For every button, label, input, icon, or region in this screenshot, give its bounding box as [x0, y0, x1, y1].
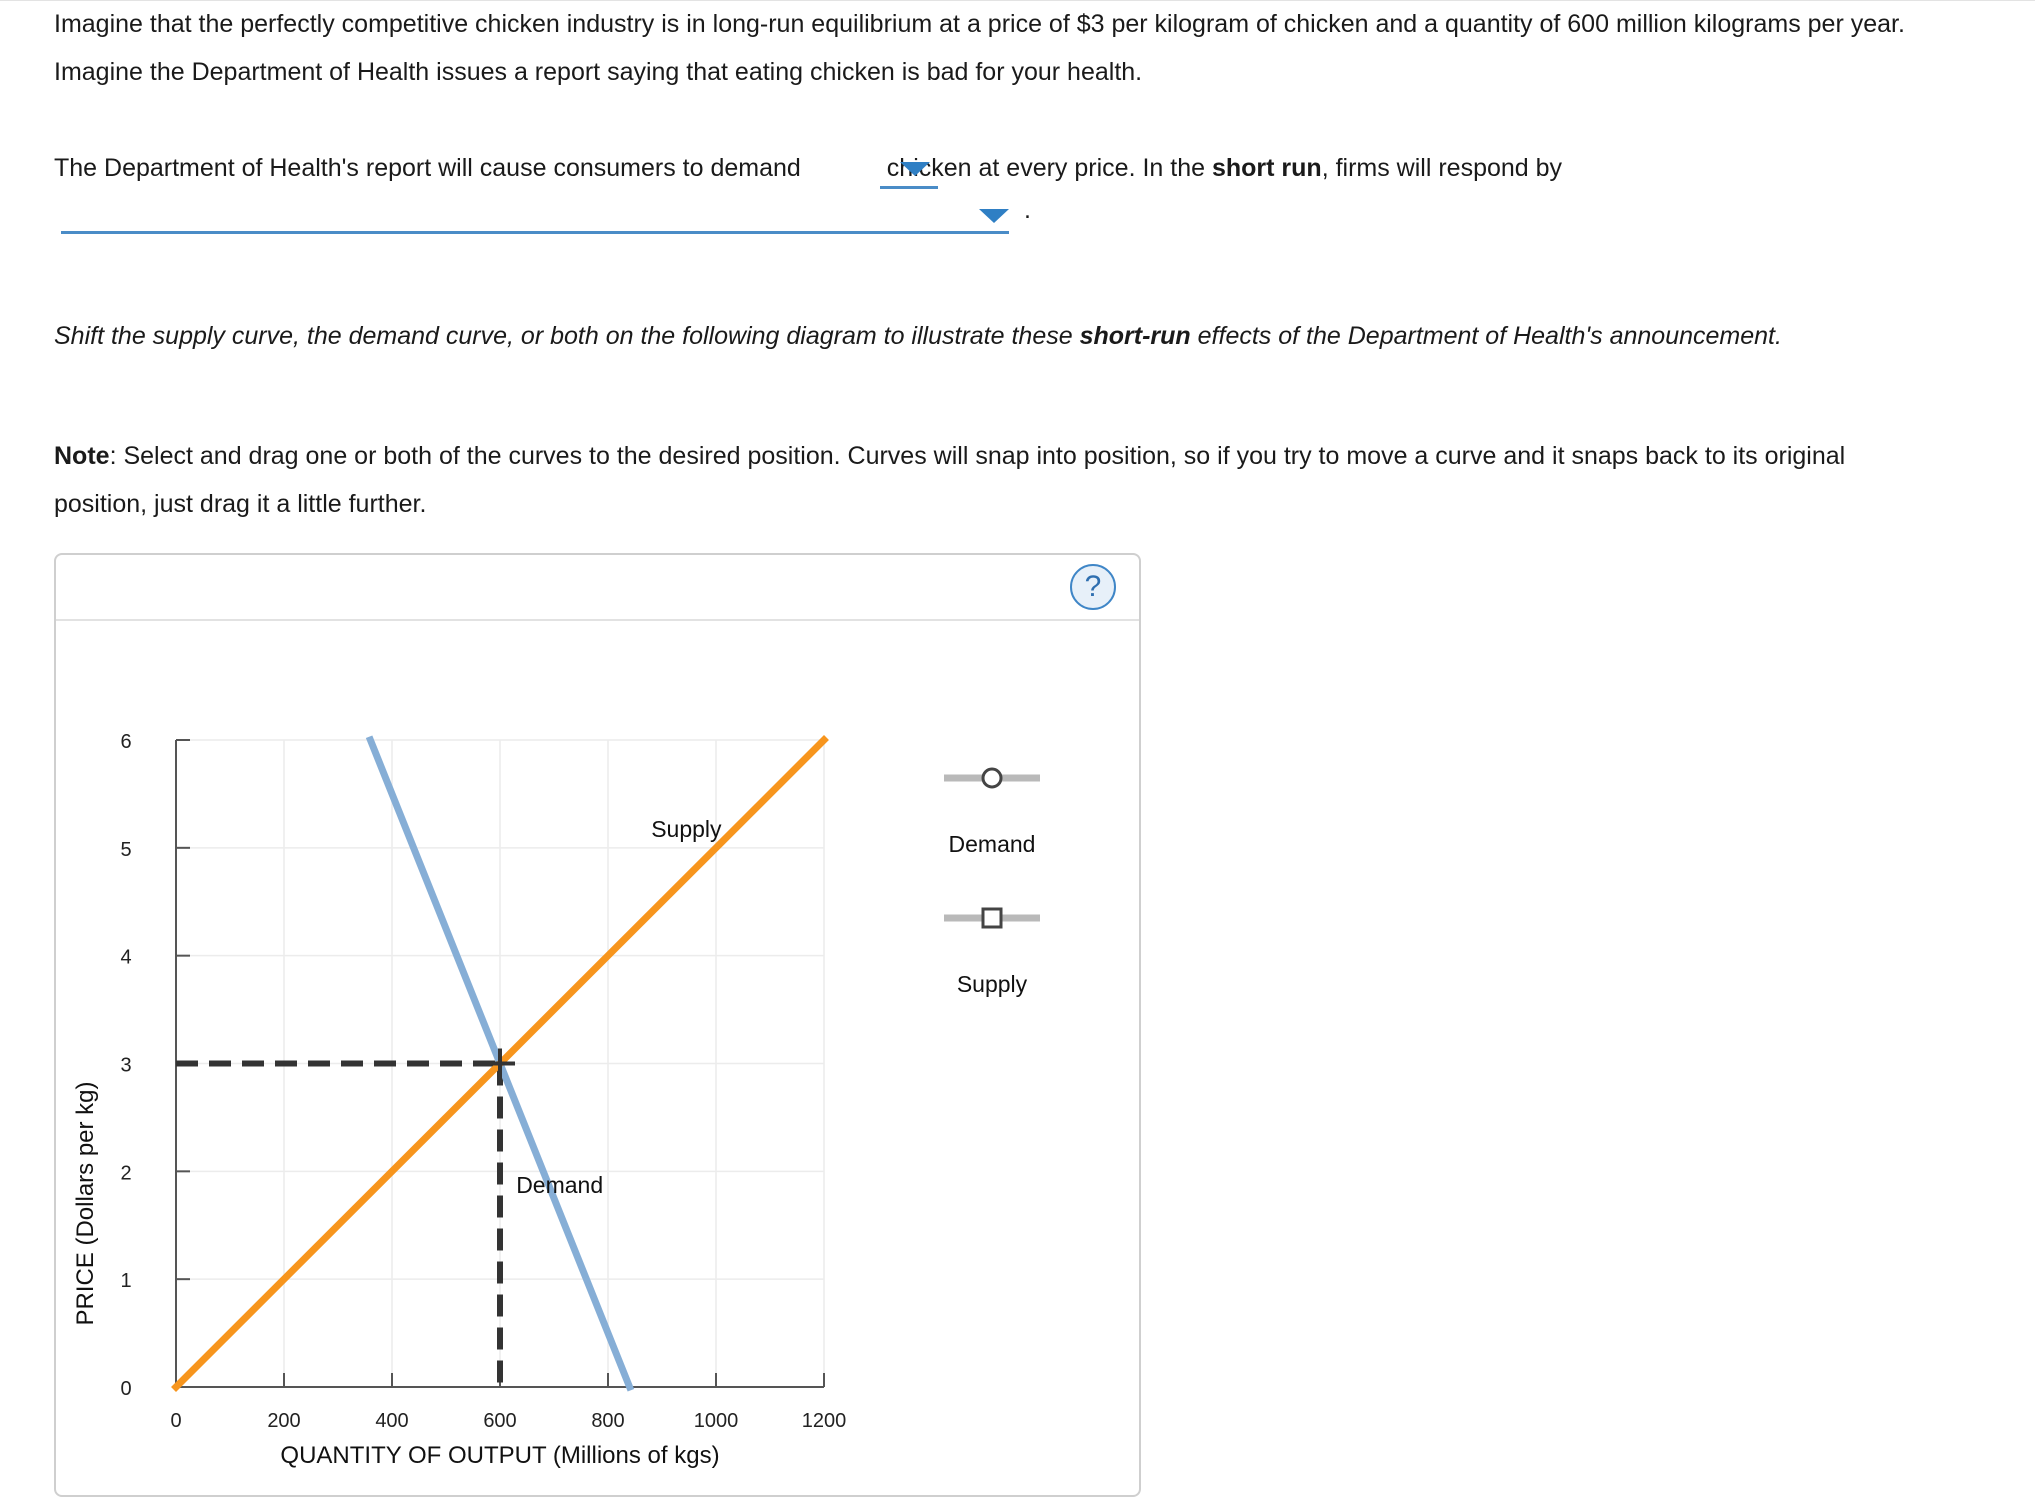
- note-label: Note: [54, 442, 110, 470]
- question-part3: , firms will respond by: [1321, 154, 1563, 182]
- intro-text: Imagine that the perfectly competitive chicken industry is in long-run equilibrium at a price of $3 per kilogram of chicken and a quantity of 600 million kilograms per year. Imagine the Department of Health issues a report saying that eating chicken is bad for your health.: [54, 10, 1905, 86]
- help-icon: ?: [1084, 570, 1102, 603]
- y-tick-label: 4: [120, 946, 132, 969]
- instruction-part1: Shift the supply curve, the demand curve, or both on the following diagram to illustrate these: [54, 322, 1073, 350]
- y-tick-label: 5: [120, 838, 132, 861]
- instruction-bold: short-run: [1079, 322, 1191, 350]
- x-tick-label: 600: [483, 1410, 517, 1432]
- tool-label: Supply: [956, 971, 1028, 997]
- question-part1: The Department of Health's report will cause consumers to demand: [54, 154, 801, 182]
- x-tick-label: 1200: [801, 1410, 847, 1432]
- x-tick-label: 1000: [693, 1410, 739, 1432]
- y-tick-label: 1: [120, 1270, 132, 1293]
- y-tick-label: 0: [120, 1378, 132, 1400]
- square-icon: [983, 909, 1001, 927]
- x-tick-label: 200: [267, 1410, 301, 1432]
- x-tick-label: 400: [375, 1410, 409, 1432]
- instruction-part2: effects of the Department of Health's announcement.: [1197, 322, 1782, 350]
- circle-icon: [983, 769, 1001, 787]
- x-axis-label: QUANTITY OF OUTPUT (Millions of kgs): [280, 1442, 720, 1469]
- y-axis-label: PRICE (Dollars per kg): [72, 1081, 99, 1326]
- supply-curve-label: Supply: [651, 816, 722, 843]
- tool-label: Demand: [948, 831, 1036, 857]
- x-tick-label: 800: [591, 1410, 625, 1432]
- question-bold: short run: [1211, 154, 1322, 182]
- y-tick-label: 6: [120, 731, 132, 753]
- sentence-period: .: [1024, 196, 1031, 224]
- y-tick-label: 2: [120, 1162, 132, 1185]
- curve-palette: [944, 769, 1040, 997]
- question-part2: chicken at every price. In the: [886, 154, 1206, 182]
- demand-curve-label: Demand: [516, 1171, 604, 1198]
- y-tick-label: 3: [120, 1054, 132, 1077]
- note-body: : Select and drag one or both of the curves to the desired position. Curves will snap into position, so if you try to move a curve and it snaps back to its original position, just drag it a little further.: [54, 442, 1846, 518]
- x-tick-label: 0: [170, 1410, 182, 1432]
- demand-tool[interactable]: [944, 769, 1040, 857]
- supply-tool[interactable]: [944, 909, 1040, 997]
